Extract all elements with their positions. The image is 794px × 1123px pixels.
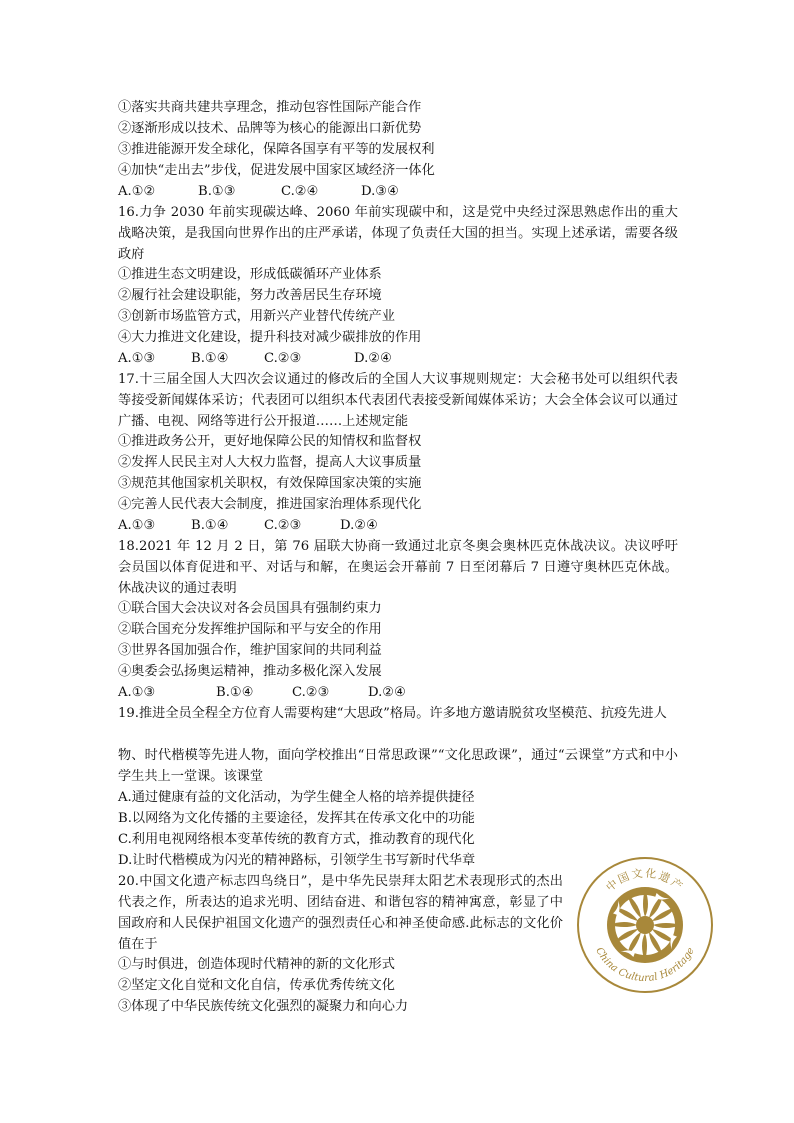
option-a: A.①③ [118, 351, 156, 366]
q18-stem: 18.2021 年 12 月 2 日，第 76 届联大协商一致通过北京冬奥会奥林匹克休战决议。决议呼吁会员国以体育促进和平、对话与和解，在奥运会开幕前 7 日至闭幕后 7 日遵守奥林匹克休战。休战决议的通过表明 [118, 539, 678, 596]
option-a: A.①③ [118, 518, 156, 533]
q16-item-3: ③创新市场监管方式，用新兴产业替代传统产业 [118, 309, 395, 324]
q15-item-1: ①落实共商共建共享理念，推动包容性国际产能合作 [118, 100, 422, 115]
option-b: B.①④ [216, 685, 254, 700]
q16-item-1: ①推进生态文明建设，形成低碳循环产业体系 [118, 267, 382, 282]
option-d: D.②④ [368, 685, 406, 700]
q19-option-b: B.以网络为文化传播的主要途径，发挥其在传承文化中的功能 [118, 811, 475, 826]
q20-item-2: ②坚定文化自觉和文化自信，传承优秀传统文化 [118, 978, 395, 993]
q17-item-1: ①推进政务公开，更好地保障公民的知情权和监督权 [118, 434, 422, 449]
option-c: C.②③ [264, 351, 302, 366]
q20-item-3: ③体现了中华民族传统文化强烈的凝聚力和向心力 [118, 999, 409, 1014]
q17-item-2: ②发挥人民民主对人大权力监督，提高人大议事质量 [118, 455, 422, 470]
option-d: D.②④ [354, 351, 392, 366]
q19-stem-line2: 物、时代楷模等先进人物，面向学校推出“日常思政课”“文化思政课”，通过“云课堂”方式和中小学生共上一堂课。该课堂 [118, 748, 678, 784]
option-a: A.①③ [118, 685, 156, 700]
q18-options [118, 683, 406, 703]
logo-text-top: 中国文化遗产 [603, 866, 687, 895]
q20-stem: 20.中国文化遗产标志四鸟绕日”，是中华先民崇拜太阳艺术表现形式的杰出代表之作，所表达的追求光明、团结奋进、和谐包容的精神寓意，彰显了中国政府和人民保护祖国文化遗产的强烈责任心和神圣使命感.此标志的文化价值在于 [118, 874, 563, 952]
option-b: B.①④ [191, 518, 229, 533]
option-b: B.①④ [191, 351, 229, 366]
q17-options [118, 516, 378, 536]
q16-item-4: ④大力推进文化建设，提升科技对减少碳排放的作用 [118, 330, 422, 345]
option-c: C.②③ [292, 685, 330, 700]
q19-stem-line1: 19.推进全员全程全方位育人需要构建“大思政”格局。许多地方邀请脱贫攻坚模范、抗疫先进人 [118, 706, 667, 721]
option-d: D.③④ [361, 184, 399, 199]
q16-item-2: ②履行社会建设职能，努力改善居民生存环境 [118, 288, 382, 303]
q17-item-3: ③规范其他国家机关职权，有效保障国家决策的实施 [118, 476, 422, 491]
q16-options [118, 349, 392, 369]
logo-center [636, 916, 654, 934]
q15-options [118, 182, 399, 202]
option-c: C.②③ [264, 518, 302, 533]
q15-item-2: ②逐渐形成以技术、品牌等为核心的能源出口新优势 [118, 121, 422, 136]
q17-item-4: ④完善人民代表大会制度，推进国家治理体系现代化 [118, 497, 422, 512]
option-c: C.②④ [281, 184, 319, 199]
logo-text-bottom: China Cultural Heritage [593, 945, 697, 985]
china-cultural-heritage-logo [575, 855, 715, 995]
q20-item-1: ①与时俱进，创造体现时代精神的新的文化形式 [118, 957, 395, 972]
q15-item-4: ④加快“走出去”步伐，促进发展中国家区域经济一体化 [118, 163, 435, 178]
option-a: A.①② [118, 184, 156, 199]
q19-option-d: D.让时代楷模成为闪光的精神路标，引领学生书写新时代华章 [118, 853, 476, 868]
q15-item-3: ③推进能源开发全球化，保障各国享有平等的发展权利 [118, 142, 435, 157]
q19-option-a: A.通过健康有益的文化活动，为学生健全人格的培养提供捷径 [118, 790, 475, 805]
q18-item-2: ②联合国充分发挥维护国际和平与安全的作用 [118, 622, 382, 637]
q18-item-4: ④奥委会弘扬奥运精神，推动多极化深入发展 [118, 664, 382, 679]
q16-stem: 16.力争 2030 年前实现碳达峰、2060 年前实现碳中和，这是党中央经过深思熟虑作出的重大战略决策，是我国向世界作出的庄严承诺，体现了负责任大国的担当。实现上述承诺，需要各级政府 [118, 205, 678, 262]
q19-option-c: C.利用电视网络根本变革传统的教育方式，推动教育的现代化 [118, 832, 475, 847]
q18-item-1: ①联合国大会决议对各会员国具有强制约束力 [118, 601, 382, 616]
option-d: D.②④ [340, 518, 378, 533]
option-b: B.①③ [198, 184, 236, 199]
q17-stem: 17.十三届全国人大四次会议通过的修改后的全国人大议事规则规定：大会秘书处可以组织代表等接受新闻媒体采访；代表团可以组织本代表团代表接受新闻媒体采访；大会全体会议可以通过广播、电视、网络等进行公开报道……上述规定能 [118, 372, 678, 429]
q18-item-3: ③世界各国加强合作，维护国家间的共同利益 [118, 643, 382, 658]
